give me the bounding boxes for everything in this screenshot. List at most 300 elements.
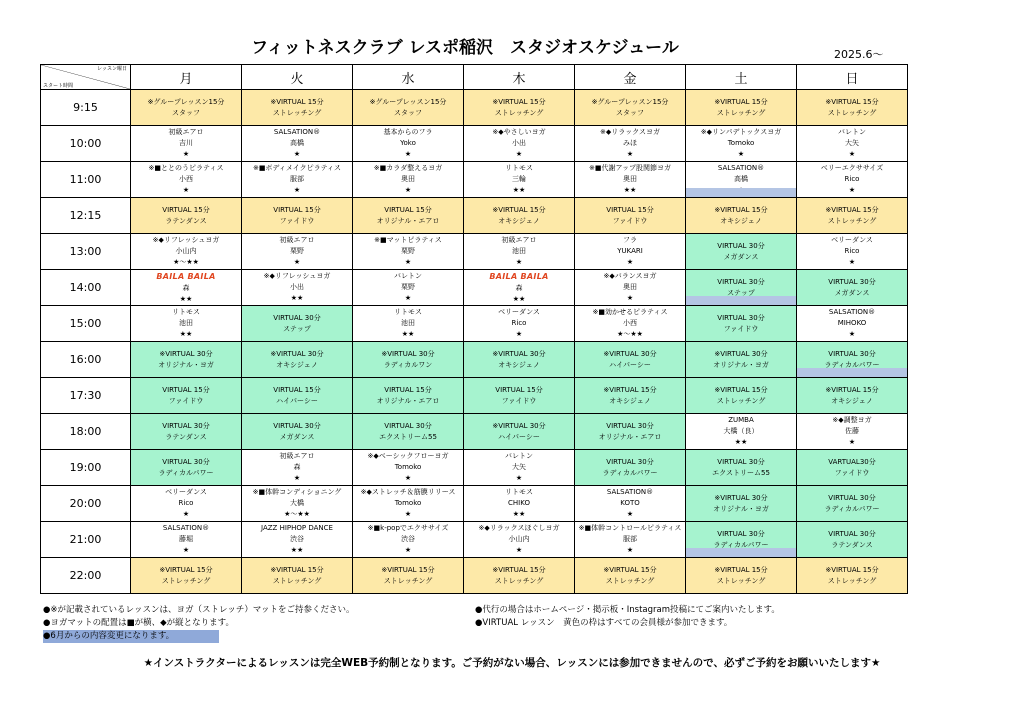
baila-baila-logo: BAILA BAILA (156, 271, 216, 281)
instructor-name: Rico (511, 319, 527, 327)
instructor-name: スタッフ (616, 108, 644, 117)
instructor-name: Tomoko (394, 463, 422, 471)
lesson-cell (575, 126, 686, 162)
change-highlight-bar (686, 188, 796, 197)
difficulty-stars: ★ (404, 294, 412, 302)
lesson-cell (686, 126, 797, 162)
instructor-name: スタッフ (172, 108, 200, 117)
lesson-name: バレトン (505, 452, 533, 460)
instructor-name: ストレッチング (494, 108, 544, 117)
lesson-cell (797, 90, 908, 126)
lesson-cell (131, 126, 242, 162)
instructor-name: ラディカルパワー (158, 468, 214, 477)
schedule-row (41, 198, 908, 234)
difficulty-stars: ★ (515, 150, 523, 158)
lesson-name: ※VIRTUAL 30分 (714, 493, 768, 502)
lesson-cell (464, 558, 575, 594)
change-highlight-bar (686, 548, 796, 557)
time-cell: 10:00 (41, 126, 131, 162)
lesson-name: VIRTUAL 30分 (828, 349, 876, 358)
lesson-name: VIRTUAL 30分 (717, 313, 765, 322)
schedule-table (40, 64, 908, 594)
lesson-name: ※VIRTUAL 15分 (714, 97, 768, 106)
lesson-name: VIRTUAL 30分 (273, 421, 321, 430)
schedule-row (41, 90, 908, 126)
lesson-name: ※VIRTUAL 30分 (270, 349, 324, 358)
instructor-name: オリジナル・エアロ (598, 432, 662, 441)
lesson-name: VIRTUAL 30分 (828, 493, 876, 502)
instructor-name: ストレッチング (827, 108, 877, 117)
instructor-name: ラテンダンス (165, 432, 207, 441)
lesson-name: ※VIRTUAL 15分 (270, 565, 324, 574)
instructor-name: Tomoko (394, 499, 422, 507)
difficulty-stars: ★★ (401, 330, 415, 338)
schedule-row (41, 414, 908, 450)
lesson-cell (131, 558, 242, 594)
instructor-name: 池田 (512, 247, 526, 255)
lesson-cell (575, 162, 686, 198)
lesson-name: ZUMBA (728, 416, 754, 424)
lesson-name: ※VIRTUAL 15分 (714, 205, 768, 214)
instructor-name: ファイドウ (168, 396, 204, 405)
instructor-name: ハイパーシー (609, 360, 651, 369)
instructor-name: 小出 (290, 283, 304, 291)
instructor-name: 渋谷 (290, 535, 304, 543)
instructor-name: 大橋（良） (723, 427, 759, 435)
note-mat: ●※が記載されているレッスンは、ヨガ（ストレッチ）マットをご持参ください。 (43, 605, 355, 615)
instructor-name: ストレッチング (716, 108, 766, 117)
instructor-name: 栗野 (401, 283, 415, 291)
difficulty-stars: ★ (404, 150, 412, 158)
lesson-name: ※VIRTUAL 15分 (825, 385, 879, 394)
difficulty-stars: ★～★★ (284, 510, 310, 518)
lesson-name: VIRTUAL 30分 (606, 421, 654, 430)
difficulty-stars: ★ (293, 186, 301, 194)
lesson-name: VIRTUAL 30分 (606, 457, 654, 466)
lesson-cell (464, 378, 575, 414)
lesson-name: ※■代謝アップ股関節ヨガ (589, 164, 671, 172)
lesson-name: ※■ボディメイクピラティス (252, 164, 342, 172)
instructor-name: オキシジェノ (498, 360, 540, 369)
lesson-cell (242, 90, 353, 126)
instructor-name: ストレッチング (494, 576, 544, 585)
instructor-name: オキシジェノ (498, 216, 540, 225)
schedule-row (41, 486, 908, 522)
instructor-name: ファイドウ (279, 216, 315, 225)
difficulty-stars: ★ (404, 186, 412, 194)
instructor-name: 森 (293, 463, 301, 471)
difficulty-stars: ★★ (179, 294, 193, 303)
difficulty-stars: ★～★★ (173, 258, 199, 266)
instructor-name: 小出 (512, 139, 526, 147)
schedule-row (41, 558, 908, 594)
instructor-name: 奥田 (623, 175, 637, 183)
lesson-cell (353, 414, 464, 450)
lesson-cell (797, 414, 908, 450)
instructor-name: 池田 (179, 319, 193, 327)
lesson-cell (797, 126, 908, 162)
lesson-name: ※VIRTUAL 30分 (714, 349, 768, 358)
lesson-name: VIRTUAL 15分 (162, 205, 210, 214)
lesson-cell (242, 414, 353, 450)
lesson-name: リトモス (505, 488, 533, 496)
lesson-cell (353, 90, 464, 126)
lesson-name: ※◆リラックスほぐしヨガ (478, 524, 560, 532)
difficulty-stars: ★ (515, 330, 523, 338)
time-cell: 12:15 (41, 198, 131, 234)
instructor-name: ストレッチング (272, 576, 322, 585)
lesson-cell (797, 342, 908, 378)
lesson-name: VIRTUAL 30分 (384, 421, 432, 430)
lesson-name: リトモス (505, 164, 533, 172)
lesson-cell (242, 378, 353, 414)
difficulty-stars: ★～★★ (617, 330, 643, 338)
lesson-cell (131, 90, 242, 126)
schedule-row (41, 126, 908, 162)
lesson-cell (797, 450, 908, 486)
difficulty-stars: ★★ (512, 186, 526, 194)
lesson-name: ※グループレッスン15分 (369, 97, 447, 106)
time-cell: 9:15 (41, 90, 131, 126)
lesson-name: VIRTUAL 30分 (717, 457, 765, 466)
instructor-name: ストレッチング (716, 396, 766, 405)
schedule-row (41, 162, 908, 198)
lesson-name: 基本からのフラ (383, 128, 433, 136)
difficulty-stars: ★ (848, 150, 856, 158)
instructor-name: 高橋 (290, 139, 304, 147)
lesson-name: ※VIRTUAL 30分 (159, 349, 213, 358)
lesson-cell (575, 522, 686, 558)
instructor-name: Rico (844, 175, 860, 183)
lesson-cell (575, 558, 686, 594)
difficulty-stars: ★ (626, 294, 634, 302)
lesson-cell (242, 342, 353, 378)
lesson-name: VIRTUAL 30分 (828, 529, 876, 538)
lesson-name: VIRTUAL 15分 (162, 385, 210, 394)
lesson-cell (575, 198, 686, 234)
instructor-name: ハイパーシー (498, 432, 540, 441)
lesson-cell (797, 270, 908, 306)
time-cell: 15:00 (41, 306, 131, 342)
lesson-name: VIRTUAL 30分 (273, 313, 321, 322)
instructor-name: 大矢 (845, 139, 859, 147)
lesson-name: ※■k-popでエクササイズ (367, 524, 449, 532)
instructor-name: オキシジェノ (276, 360, 318, 369)
difficulty-stars: ★ (848, 258, 856, 266)
instructor-name: ストレッチング (605, 576, 655, 585)
lesson-cell (131, 342, 242, 378)
lesson-name: ※◆リフレッシュヨガ (263, 272, 331, 280)
lesson-cell (575, 450, 686, 486)
time-cell: 16:00 (41, 342, 131, 378)
difficulty-stars: ★ (626, 546, 634, 554)
instructor-name: 大橋 (290, 499, 304, 507)
instructor-name: 小西 (623, 319, 637, 327)
lesson-cell (575, 234, 686, 270)
lesson-cell (353, 522, 464, 558)
lesson-cell (464, 342, 575, 378)
lesson-name: ※VIRTUAL 15分 (492, 565, 546, 574)
lesson-name: ※◆調整ヨガ (832, 416, 872, 424)
lesson-cell (686, 234, 797, 270)
lesson-name: ※■体幹コンディショニング (252, 488, 342, 496)
difficulty-stars: ★ (182, 510, 190, 518)
lesson-cell (797, 558, 908, 594)
corner-day-label: レッスン曜日 (97, 66, 127, 72)
lesson-cell (242, 126, 353, 162)
difficulty-stars: ★ (737, 150, 745, 158)
lesson-cell (797, 378, 908, 414)
effective-date: 2025.6～ (834, 48, 884, 61)
lesson-cell (797, 234, 908, 270)
lesson-name: ※■マットピラティス (374, 236, 442, 244)
lesson-cell (242, 522, 353, 558)
difficulty-stars: ★ (404, 474, 412, 482)
instructor-name: スタッフ (394, 108, 422, 117)
instructor-name: ラディカルワン (383, 360, 433, 369)
lesson-name: バレトン (394, 272, 422, 280)
difficulty-stars: ★★ (290, 294, 304, 302)
instructor-name: 服部 (623, 535, 637, 543)
lesson-name: ※■ととのうピラティス (148, 164, 224, 172)
lesson-name: ベリーダンス (165, 488, 207, 496)
schedule-row (41, 306, 908, 342)
difficulty-stars: ★★ (512, 510, 526, 518)
instructor-name: 栗野 (401, 247, 415, 255)
lesson-cell (464, 486, 575, 522)
difficulty-stars: ★ (626, 150, 634, 158)
lesson-cell (131, 198, 242, 234)
lesson-cell (575, 270, 686, 306)
time-cell: 14:00 (41, 270, 131, 306)
lesson-name: ※◆リンパデトックスヨガ (700, 128, 782, 136)
schedule-row (41, 234, 908, 270)
lesson-name: リトモス (394, 308, 422, 316)
note-substitute: ●代行の場合はホームページ・掲示板・Instagram投稿にてご案内いたします。 (475, 605, 780, 615)
instructor-name: 大矢 (512, 463, 526, 471)
lesson-cell (353, 126, 464, 162)
lesson-name: ベリーダンス (831, 236, 873, 244)
lesson-cell (575, 342, 686, 378)
difficulty-stars: ★ (404, 546, 412, 554)
lesson-name: ※◆ストレッチ＆筋膜リリース (360, 488, 456, 496)
lesson-cell (131, 414, 242, 450)
time-cell: 11:00 (41, 162, 131, 198)
lesson-cell (353, 450, 464, 486)
lesson-cell (131, 162, 242, 198)
lesson-cell (464, 162, 575, 198)
lesson-name: ※VIRTUAL 15分 (825, 97, 879, 106)
lesson-name: VIRTUAL 30分 (717, 529, 765, 538)
instructor-name: CHIKO (508, 499, 530, 507)
lesson-name: 初級エアロ (279, 236, 315, 244)
instructor-name: 奥田 (401, 175, 415, 183)
instructor-name: ストレッチング (827, 576, 877, 585)
lesson-name: ※VIRTUAL 15分 (825, 205, 879, 214)
baila-baila-logo: BAILA BAILA (489, 271, 549, 281)
lesson-cell (353, 378, 464, 414)
lesson-name: ※◆ベーシックフローヨガ (367, 452, 449, 460)
lesson-cell (464, 126, 575, 162)
lesson-name: ※グループレッスン15分 (591, 97, 669, 106)
lesson-name: ※◆リフレッシュヨガ (152, 236, 220, 244)
lesson-name: ※VIRTUAL 15分 (492, 205, 546, 214)
lesson-name: SALSATION® (828, 308, 876, 316)
instructor-name: オキシジェノ (609, 396, 651, 405)
time-cell: 20:00 (41, 486, 131, 522)
lesson-name: SALSATION® (162, 524, 210, 532)
instructor-name: オリジナル・ヨガ (713, 504, 769, 513)
difficulty-stars: ★ (515, 546, 523, 554)
lesson-cell (797, 306, 908, 342)
lesson-cell (464, 270, 575, 306)
lesson-cell (464, 198, 575, 234)
day-header: 金 (575, 65, 686, 90)
reservation-notice: ★インストラクターによるレッスンは完全WEB予約制となります。ご予約がない場合、レッスンには参加できませんので、必ずご予約をお願いいたします★ (143, 657, 881, 669)
instructor-name: エクストリーム55 (379, 432, 437, 441)
instructor-name: KOTO (620, 499, 640, 507)
instructor-name: 小山内 (508, 535, 530, 543)
change-highlight-bar (797, 368, 907, 377)
schedule-row (41, 522, 908, 558)
note-virtual: ●VIRTUAL レッスン 黄色の枠はすべての会員様が参加できます。 (475, 618, 733, 628)
lesson-cell (464, 234, 575, 270)
instructor-name: メガダンス (834, 288, 870, 297)
page-title: フィットネスクラブ レスポ稲沢 スタジオスケジュール (251, 38, 679, 58)
instructor-name: 三輪 (512, 175, 526, 183)
lesson-cell (464, 306, 575, 342)
time-cell: 22:00 (41, 558, 131, 594)
difficulty-stars: ★ (182, 186, 190, 194)
lesson-name: ※◆リラックスヨガ (599, 128, 661, 136)
instructor-name: Yoko (400, 139, 416, 147)
lesson-name: ※VIRTUAL 30分 (603, 349, 657, 358)
lesson-cell (686, 378, 797, 414)
lesson-cell (353, 558, 464, 594)
difficulty-stars: ★ (848, 438, 856, 446)
lesson-cell (131, 378, 242, 414)
difficulty-stars: ★★ (734, 438, 748, 446)
instructor-name: ラディカルパワー (713, 540, 769, 549)
lesson-cell (575, 306, 686, 342)
lesson-cell (686, 306, 797, 342)
difficulty-stars: ★ (293, 150, 301, 158)
instructor-name: 奥田 (623, 283, 637, 291)
lesson-name: ※■体幹コントロールピラティス (578, 524, 682, 532)
lesson-name: VIRTUAL 15分 (273, 205, 321, 214)
day-header: 土 (686, 65, 797, 90)
instructor-name: 栗野 (290, 247, 304, 255)
lesson-name: バレトン (838, 128, 866, 136)
lesson-cell (353, 306, 464, 342)
difficulty-stars: ★ (848, 330, 856, 338)
instructor-name: ラディカルパワー (602, 468, 658, 477)
note-mat-layout: ●ヨガマットの配置は■が横、◆が縦となります。 (43, 618, 234, 628)
instructor-name: オリジナル・ヨガ (713, 360, 769, 369)
lesson-cell (131, 522, 242, 558)
lesson-name: ※VIRTUAL 15分 (381, 565, 435, 574)
instructor-name: 小山内 (175, 247, 197, 255)
lesson-name: VIRTUAL 15分 (384, 205, 432, 214)
instructor-name: ストレッチング (383, 576, 433, 585)
lesson-name: ※VIRTUAL 15分 (492, 97, 546, 106)
lesson-name: 初級エアロ (501, 236, 537, 244)
lesson-cell (797, 486, 908, 522)
instructor-name: ストレッチング (716, 576, 766, 585)
lesson-name: VIRTUAL 15分 (495, 385, 543, 394)
day-header: 水 (353, 65, 464, 90)
lesson-cell (242, 198, 353, 234)
lesson-cell (242, 162, 353, 198)
instructor-name: YUKARI (617, 247, 643, 255)
time-cell: 17:30 (41, 378, 131, 414)
instructor-name: ステップ (283, 324, 311, 333)
lesson-cell (353, 162, 464, 198)
difficulty-stars: ★ (182, 150, 190, 158)
note-change: ●6月からの内容変更になります。 (43, 630, 219, 643)
lesson-cell (131, 306, 242, 342)
lesson-cell (464, 522, 575, 558)
instructor-name: オリジナル・ヨガ (158, 360, 214, 369)
difficulty-stars: ★★ (512, 294, 526, 303)
lesson-name: ※VIRTUAL 15分 (714, 565, 768, 574)
lesson-name: VARTUAL30分 (828, 457, 876, 466)
instructor-name: 小西 (179, 175, 193, 183)
instructor-name: ストレッチング (161, 576, 211, 585)
lesson-name: ※グループレッスン15分 (147, 97, 225, 106)
lesson-cell (575, 414, 686, 450)
schedule-row (41, 450, 908, 486)
time-cell: 18:00 (41, 414, 131, 450)
instructor-name: 森 (182, 283, 190, 292)
difficulty-stars: ★★ (179, 330, 193, 338)
lesson-cell (353, 486, 464, 522)
lesson-name: ベリーダンス (498, 308, 540, 316)
difficulty-stars: ★ (626, 258, 634, 266)
lesson-name: VIRTUAL 15分 (606, 205, 654, 214)
instructor-name: ラテンダンス (831, 540, 873, 549)
difficulty-stars: ★ (293, 258, 301, 266)
time-cell: 21:00 (41, 522, 131, 558)
lesson-cell (353, 234, 464, 270)
instructor-name: オキシジェノ (831, 396, 873, 405)
instructor-name: Rico (844, 247, 860, 255)
lesson-cell (242, 234, 353, 270)
lesson-cell (242, 306, 353, 342)
difficulty-stars: ★ (182, 546, 190, 554)
instructor-name: ファイドウ (834, 468, 870, 477)
instructor-name: 服部 (290, 175, 304, 183)
instructor-name: オリジナル・エアロ (376, 216, 440, 225)
lesson-name: SALSATION® (717, 164, 765, 172)
instructor-name: Tomoko (727, 139, 755, 147)
lesson-cell (686, 450, 797, 486)
lesson-cell (131, 270, 242, 306)
lesson-name: ※VIRTUAL 15分 (603, 565, 657, 574)
lesson-name: VIRTUAL 30分 (162, 457, 210, 466)
instructor-name: エクストリーム55 (712, 468, 770, 477)
lesson-name: ※VIRTUAL 15分 (714, 385, 768, 394)
lesson-name: JAZZ HIPHOP DANCE (261, 524, 333, 532)
instructor-name: 渋谷 (401, 535, 415, 543)
instructor-name: 森 (515, 283, 523, 292)
lesson-name: フラ (623, 236, 637, 244)
lesson-name: ベリーエクササイズ (820, 164, 884, 172)
difficulty-stars: ★ (626, 510, 634, 518)
lesson-name: VIRTUAL 15分 (273, 385, 321, 394)
lesson-name: ※■効かせるピラティス (592, 308, 668, 316)
day-header: 日 (797, 65, 908, 90)
